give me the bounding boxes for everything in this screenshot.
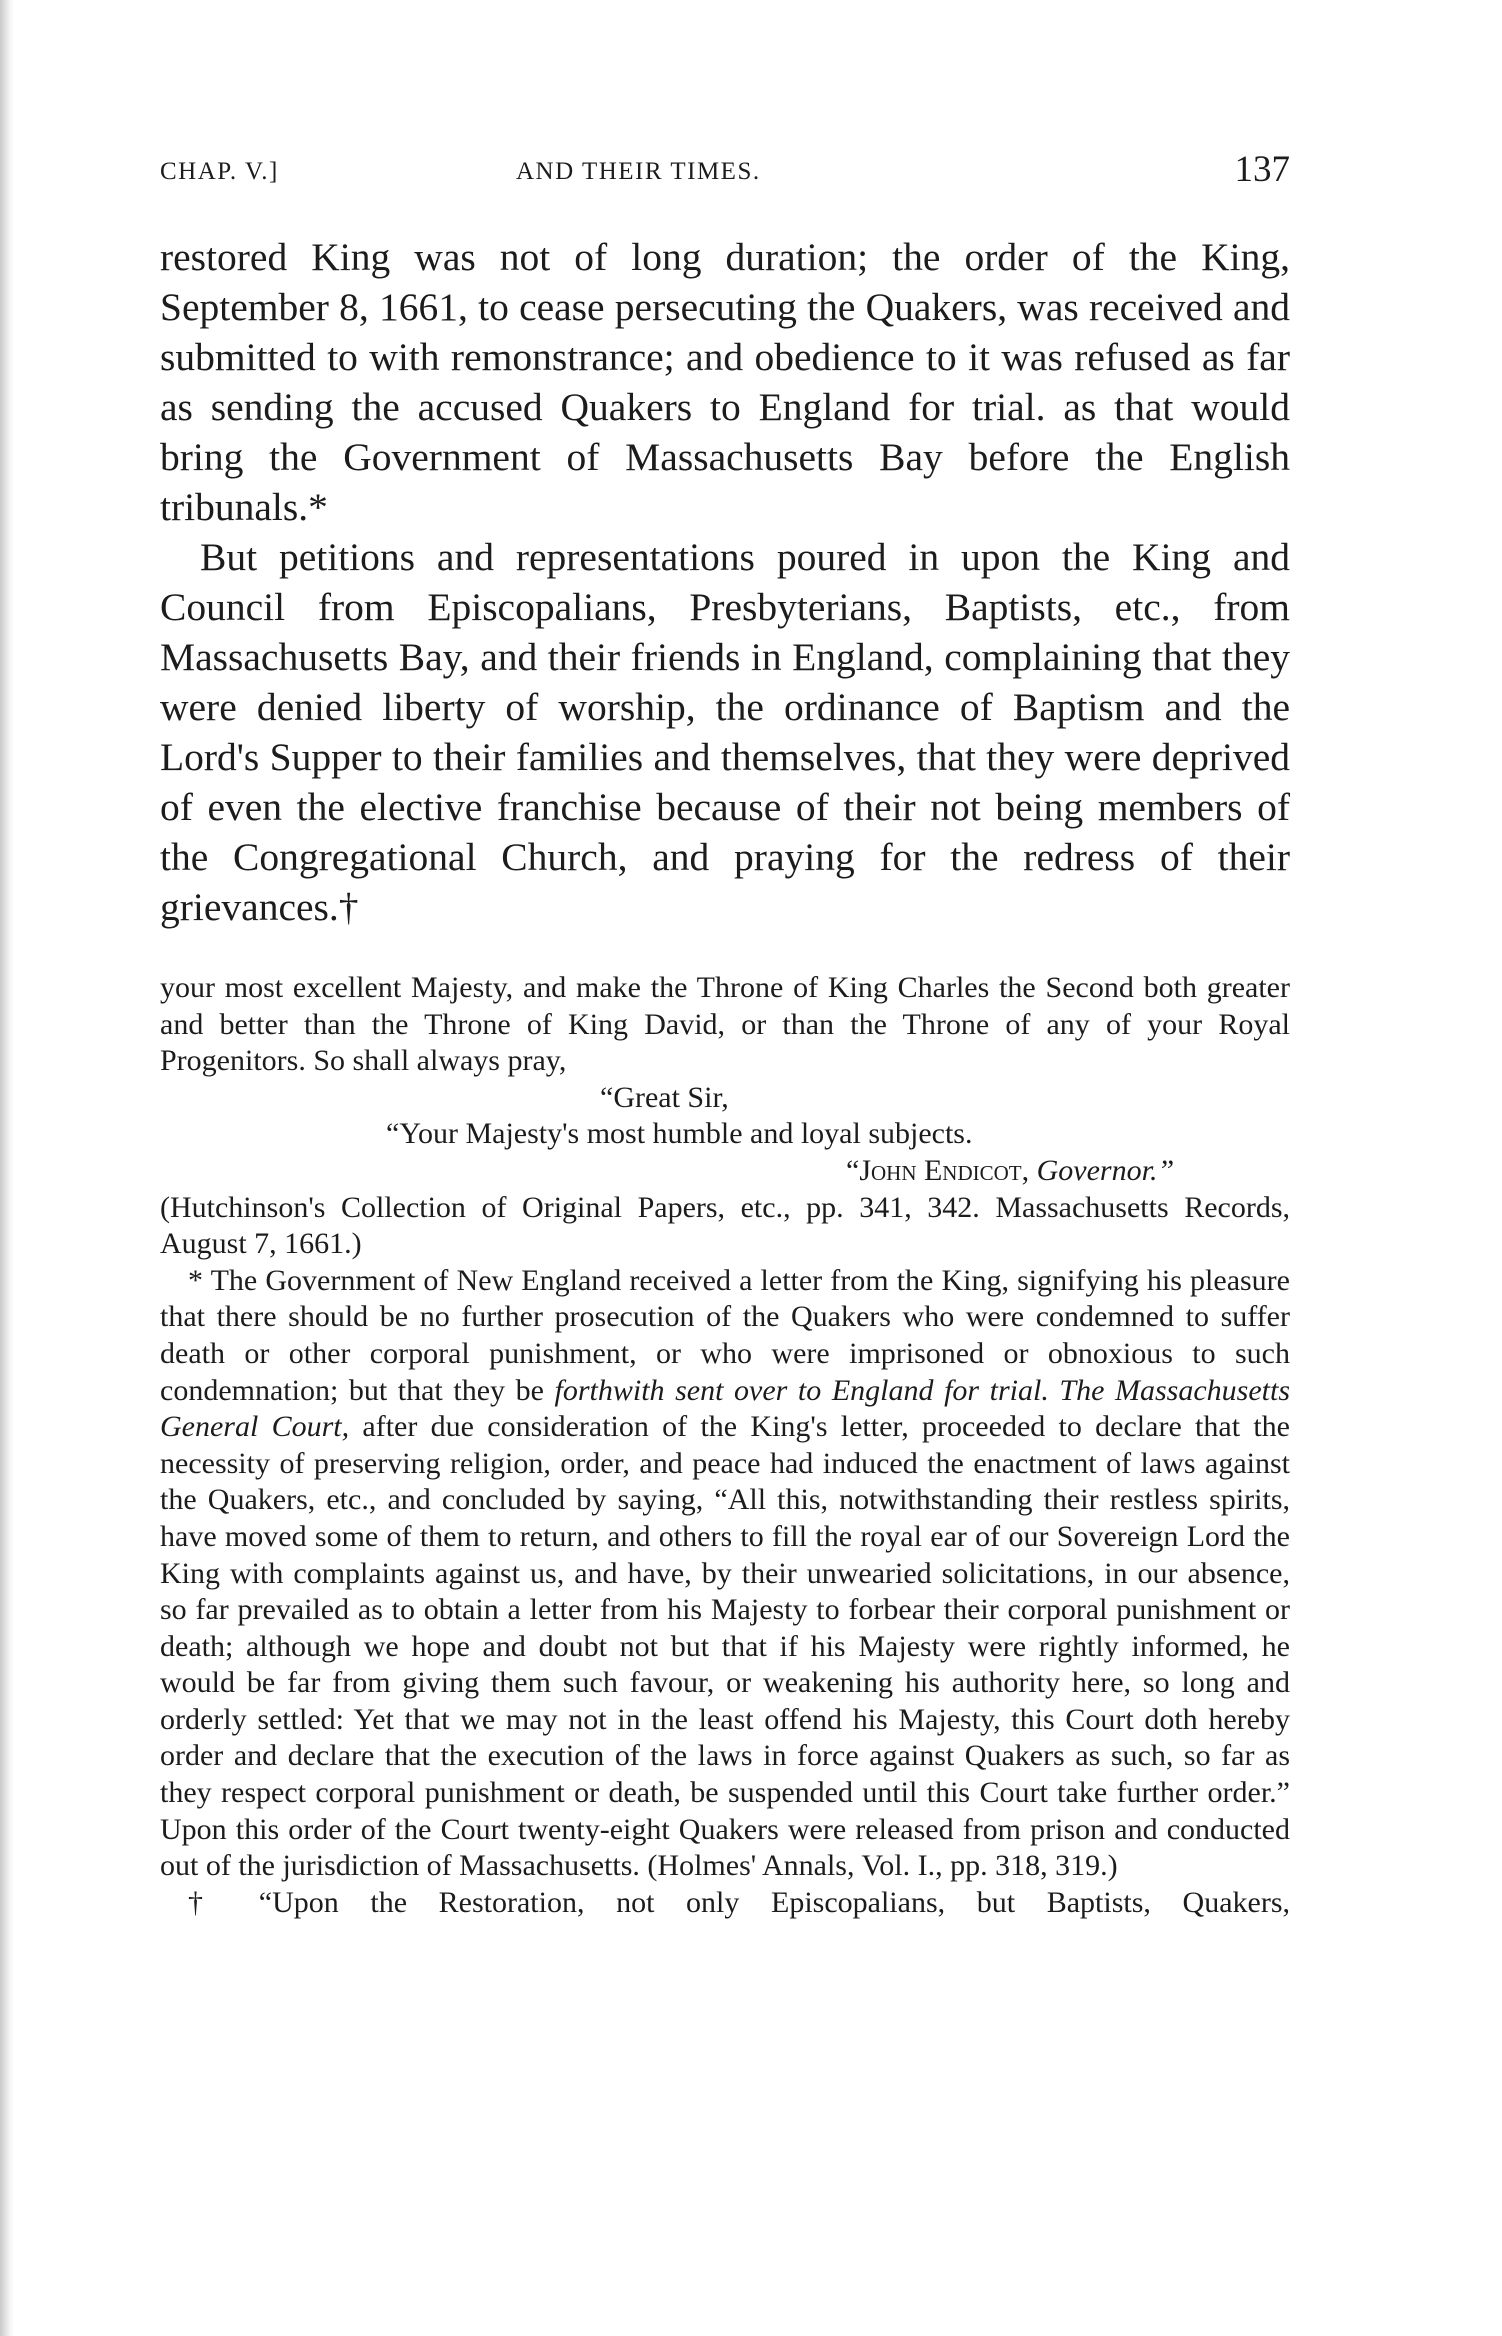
signature-title: Governor.”	[1036, 1153, 1175, 1187]
page-number: 137	[1234, 149, 1290, 190]
letter-signature	[160, 1153, 1290, 1190]
footnote-letter-continuation: your most excellent Majesty, and make the Throne of King Charles the Second both greater and better than the Throne of King David, or than the Throne of any of your Royal Progenitors. So shall always pray,	[160, 971, 1290, 1078]
footnote-star-text-2: after due consideration of the King's letter, proceeded to declare that the necessity of preserving religion, order, and peace had induced the enactment of laws against the Quakers, etc., and concluded by saying, “All this, notwithstanding their restless spirits, have moved some of them to return, and others to fill the royal ear of our Sovereign Lord the King with complaints against us, and have, by their unwearied solicitations, in our absence, so far prevailed as to obtain a letter from his Majesty to forbear their corporal punishment or death; although we hope and doubt not but that if his Majesty were rightly informed, he would be far from giving them such favour, or weakening his authority here, so long and orderly settled: Yet that we may not in the least offend his Majesty, this Court doth hereby order and declare that the execution of the laws in force against Quakers as such, so far as they respect corporal punishment or death, be suspended until this Court take further order.” Upon this order of the Court twenty-eight Quakers were released from prison and conducted out of the jurisdiction of Massachusetts. (Holmes' Annals, Vol. I., pp. 318, 319.)	[160, 1410, 1290, 1883]
letter-closing: “Your Majesty's most humble and loyal subjects.	[386, 1117, 973, 1151]
main-text	[160, 232, 1290, 932]
footnotes	[160, 970, 1290, 1921]
book-page	[160, 140, 1290, 1921]
body-paragraph-2: But petitions and representations poured in upon the King and Council from Episcopalians, Presbyterians, Baptists, etc., from Massachusetts Bay, and their friends in England, complaining that they were denied liberty of worship, the ordinance of Baptism and the Lord's Supper to their families and themselves, that they were deprived of even the elective franchise because of their not being members of the Congregational Church, and praying for the redress of their grievances.†	[160, 535, 1290, 929]
chapter-label: CHAP. V.]	[160, 158, 279, 185]
footnote-star-text-1: * The Government of New England received a letter from the King, signifying his pleasure that there should be no further prosecution of the Quakers who were condemned to suffer death or other corporal punishment, or who were imprisoned or obnoxious to such condemnation; but that they be	[160, 1263, 1290, 1407]
footnote-dagger: † “Upon the Restoration, not only Episcopalians, but Baptists, Quakers,	[188, 1885, 1290, 1919]
signature-name: “John Endicot,	[846, 1153, 1030, 1187]
letter-salutation: “Great Sir,	[600, 1080, 729, 1114]
footnote-citation: (Hutchinson's Collection of Original Papers, etc., pp. 341, 342. Massachusetts Records, August 7, 1661.)	[160, 1190, 1290, 1261]
running-title: AND THEIR TIMES.	[516, 158, 761, 185]
footnote-star	[160, 1263, 1290, 1885]
page-gutter-shadow	[0, 0, 14, 2336]
footnote-star-italic: forthwith sent over to England for trial. The Massachusetts General Court,	[160, 1373, 1290, 1444]
running-head	[160, 140, 1290, 200]
body-paragraph-1: restored King was not of long duration; the order of the King, September 8, 1661, to cease persecuting the Quakers, was received and submitted to with remonstrance; and obedience to it was refused as far as sending the accused Quakers to England for trial. as that would bring the Government of Massachusetts Bay before the English tribunals.*	[160, 235, 1290, 529]
